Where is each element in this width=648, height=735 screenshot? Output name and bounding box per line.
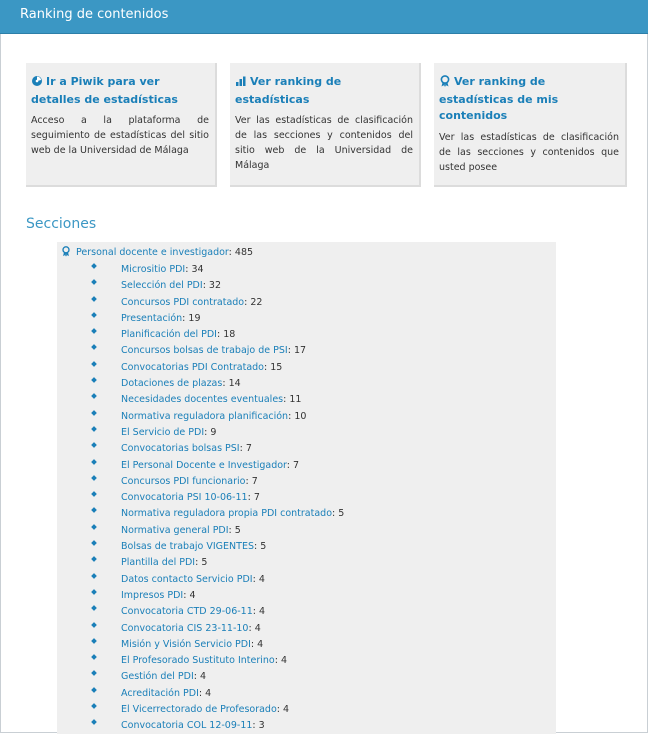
subsection-separator: : xyxy=(216,329,224,341)
bullet-icon xyxy=(91,312,97,318)
ribbon-award-icon xyxy=(439,75,451,92)
subsection-separator: : xyxy=(193,671,200,683)
list-item xyxy=(92,311,344,327)
subsection-separator: : xyxy=(239,443,246,455)
subsection-link[interactable]: Convocatoria PSI 10-06-11 xyxy=(121,492,248,504)
subsection-separator: : xyxy=(252,606,259,618)
list-item xyxy=(92,327,344,343)
list-item xyxy=(92,262,344,278)
subsection-link[interactable]: Dotaciones de plazas xyxy=(121,378,223,390)
subsection-list xyxy=(92,262,344,735)
subsection-separator: : xyxy=(182,312,189,324)
subsection-count: 11 xyxy=(289,394,302,406)
ranking-link[interactable] xyxy=(235,74,413,108)
list-item xyxy=(92,539,344,555)
list-item xyxy=(92,343,344,359)
bullet-icon xyxy=(91,622,97,628)
subsection-separator: : xyxy=(252,720,259,732)
bullet-icon xyxy=(91,508,97,514)
subsection-separator: : xyxy=(198,687,206,699)
ranking-link-label: Ver ranking de estadísticas xyxy=(235,75,342,106)
subsection-link[interactable]: El Servicio de PDI xyxy=(121,426,205,438)
subsection-link[interactable]: Datos contacto Servicio PDI xyxy=(121,573,253,585)
piwik-link-label: Ir a Piwik para ver detalles de estadísticas xyxy=(31,75,178,106)
bullet-icon xyxy=(91,328,97,334)
subsection-link[interactable]: Micrositio PDI xyxy=(121,264,186,275)
list-item xyxy=(92,702,344,718)
subsection-link[interactable]: El Vicerrectorado de Profesorado xyxy=(121,704,277,716)
bullet-icon xyxy=(91,671,97,677)
list-item xyxy=(92,425,344,441)
list-item xyxy=(92,588,344,604)
subsection-count: 4 xyxy=(283,704,290,716)
list-item xyxy=(92,718,344,734)
bullet-icon xyxy=(91,442,97,448)
subsection-separator: : xyxy=(250,638,258,650)
subsection-count: 5 xyxy=(338,508,345,520)
list-item xyxy=(92,392,344,408)
subsection-link[interactable]: El Profesorado Sustituto Interino xyxy=(121,655,275,667)
subsection-link[interactable]: Convocatoria COL 12-09-11 xyxy=(121,720,253,732)
list-item xyxy=(92,506,344,522)
bullet-icon xyxy=(91,279,97,285)
tree-root xyxy=(61,246,253,261)
bullet-icon xyxy=(91,459,97,465)
subsection-separator: : xyxy=(183,589,190,601)
bullet-icon xyxy=(91,687,97,693)
piwik-icon xyxy=(31,75,43,92)
sections-heading: Secciones xyxy=(26,216,97,232)
subsection-count: 19 xyxy=(188,312,201,324)
subsection-separator: : xyxy=(247,492,254,504)
bullet-icon xyxy=(91,557,97,563)
subsection-link[interactable]: Convocatorias bolsas PSI xyxy=(121,443,240,455)
subsection-separator: : xyxy=(276,704,284,716)
bullet-icon xyxy=(91,638,97,644)
subsection-link[interactable]: Normativa reguladora planificación xyxy=(121,410,289,422)
list-item xyxy=(92,376,344,392)
bullet-icon xyxy=(91,426,97,432)
bullet-icon xyxy=(91,589,97,595)
bullet-icon xyxy=(91,573,97,579)
subsection-separator: : xyxy=(254,541,261,553)
subsection-count: 7 xyxy=(245,443,252,455)
list-item xyxy=(92,474,344,490)
tree-root-count: 485 xyxy=(234,247,254,258)
bullet-icon xyxy=(91,394,97,400)
ribbon-award-icon xyxy=(61,246,71,261)
list-item xyxy=(92,523,344,539)
bullet-icon xyxy=(91,605,97,611)
subsection-count: 4 xyxy=(200,671,207,683)
subsection-count: 4 xyxy=(258,573,265,585)
piwik-description: Acceso a la plataforma de seguimiento de estadísticas del sitio web de la Universidad de Málaga xyxy=(31,115,209,156)
subsection-separator: : xyxy=(274,655,281,667)
card-piwik xyxy=(26,63,217,187)
bullet-icon xyxy=(91,703,97,709)
tree-root-link[interactable]: Personal docente e investigador xyxy=(76,247,229,258)
subsection-count: 4 xyxy=(257,638,264,650)
subsection-separator: : xyxy=(244,296,251,308)
bullet-icon xyxy=(91,296,97,302)
subsection-count: 9 xyxy=(210,426,217,438)
subsection-count: 5 xyxy=(234,524,241,536)
subsection-separator: : xyxy=(222,378,229,390)
subsection-separator: : xyxy=(195,557,202,569)
bullet-icon xyxy=(91,524,97,530)
subsection-link[interactable]: Concursos PDI funcionario xyxy=(121,475,246,487)
bullet-icon xyxy=(91,475,97,481)
bullet-icon xyxy=(91,540,97,546)
subsection-count: 4 xyxy=(205,687,212,699)
subsection-link[interactable]: Presentación xyxy=(121,312,183,324)
bullet-icon xyxy=(91,654,97,660)
subsection-count: 7 xyxy=(253,492,260,504)
list-item xyxy=(92,295,344,311)
subsection-link[interactable]: Bolsas de trabajo VIGENTES xyxy=(121,541,254,553)
subsection-separator: : xyxy=(185,264,192,275)
subsection-link[interactable]: Acreditación PDI xyxy=(121,687,199,699)
list-item xyxy=(92,458,344,474)
subsection-link[interactable]: Normativa general PDI xyxy=(121,524,229,536)
list-item xyxy=(92,278,344,294)
subsection-count: 5 xyxy=(201,557,208,569)
list-item xyxy=(92,490,344,506)
bullet-icon xyxy=(91,345,97,351)
list-item xyxy=(92,360,344,376)
subsection-link[interactable]: Impresos PDI xyxy=(121,589,184,601)
subsection-link[interactable]: Gestión del PDI xyxy=(121,671,194,683)
subsection-count: 4 xyxy=(189,589,196,601)
list-item xyxy=(92,621,344,637)
subsection-separator: : xyxy=(283,394,290,406)
subsection-link[interactable]: Convocatoria CIS 23-11-10 xyxy=(121,622,249,634)
subsection-separator: : xyxy=(204,426,211,438)
subsection-link[interactable]: Convocatorias PDI Contratado xyxy=(121,361,264,373)
ranking-description: Ver las estadísticas de clasificación de las secciones y contenidos del sitio web de la Universidad de Málaga xyxy=(235,115,413,171)
subsection-count: 4 xyxy=(280,655,287,667)
subsection-link[interactable]: Selección del PDI xyxy=(121,280,203,292)
sections-tree xyxy=(57,242,556,734)
subsection-count: 10 xyxy=(294,410,307,422)
subsection-separator: : xyxy=(245,475,252,487)
list-item xyxy=(92,653,344,669)
subsection-link[interactable]: Misión y Visión Servicio PDI xyxy=(121,638,251,650)
subsection-link[interactable]: Concursos bolsas de trabajo de PSI xyxy=(121,345,288,357)
subsection-separator: : xyxy=(248,622,255,634)
bar-chart-icon xyxy=(235,75,247,92)
list-item xyxy=(92,637,344,653)
subsection-count: 18 xyxy=(223,329,236,341)
subsection-link[interactable]: Planificación del PDI xyxy=(121,329,217,341)
list-item xyxy=(92,572,344,588)
subsection-count: 7 xyxy=(251,475,258,487)
subsection-separator: : xyxy=(252,573,259,585)
subsection-count: 5 xyxy=(260,541,267,553)
list-item xyxy=(92,441,344,457)
subsection-separator: : xyxy=(228,524,235,536)
subsection-count: 4 xyxy=(259,606,266,618)
subsection-separator: : xyxy=(332,508,339,520)
subsection-count: 3 xyxy=(258,720,265,732)
subsection-link[interactable]: Normativa reguladora propia PDI contratado xyxy=(121,508,333,520)
list-item xyxy=(92,686,344,702)
card-ranking xyxy=(230,63,421,187)
list-item xyxy=(92,409,344,425)
my-ranking-description: Ver las estadísticas de clasificación de las secciones y contenidos que usted posee xyxy=(439,132,619,173)
subsection-separator: : xyxy=(286,459,294,471)
list-item xyxy=(92,555,344,571)
page-title: Ranking de contenidos xyxy=(20,7,169,22)
subsection-count: 4 xyxy=(254,622,261,634)
list-item xyxy=(92,604,344,620)
my-ranking-link-label: Ver ranking de estadísticas de mis contenidos xyxy=(439,75,559,122)
subsection-separator: : xyxy=(288,410,295,422)
subsection-link[interactable]: Concursos PDI contratado xyxy=(121,296,245,308)
subsection-count: 22 xyxy=(250,296,263,308)
bullet-icon xyxy=(91,491,97,497)
bullet-icon xyxy=(91,361,97,367)
subsection-separator: : xyxy=(202,280,209,292)
subsection-count: 34 xyxy=(191,264,204,275)
portlet-header xyxy=(0,0,648,34)
subsection-link[interactable]: El Personal Docente e Investigador xyxy=(121,459,287,471)
subsection-count: 32 xyxy=(208,280,222,292)
subsection-link[interactable]: Convocatoria CTD 29-06-11 xyxy=(121,606,253,618)
subsection-separator: : xyxy=(287,345,294,357)
subsection-count: 14 xyxy=(228,378,241,390)
subsection-link[interactable]: Necesidades docentes eventuales xyxy=(121,394,284,406)
tree-root-separator: : xyxy=(228,247,235,258)
subsection-count: 7 xyxy=(293,459,300,471)
piwik-link[interactable] xyxy=(31,74,209,108)
bullet-icon xyxy=(91,263,97,269)
bullet-icon xyxy=(91,719,97,725)
subsection-separator: : xyxy=(264,361,271,373)
subsection-count: 15 xyxy=(270,361,283,373)
bullet-icon xyxy=(91,377,97,383)
my-ranking-link[interactable] xyxy=(439,74,619,124)
list-item xyxy=(92,669,344,685)
card-my-ranking xyxy=(434,63,627,187)
subsection-link[interactable]: Plantilla del PDI xyxy=(121,557,196,569)
bullet-icon xyxy=(91,410,97,416)
subsection-count: 17 xyxy=(293,345,307,357)
